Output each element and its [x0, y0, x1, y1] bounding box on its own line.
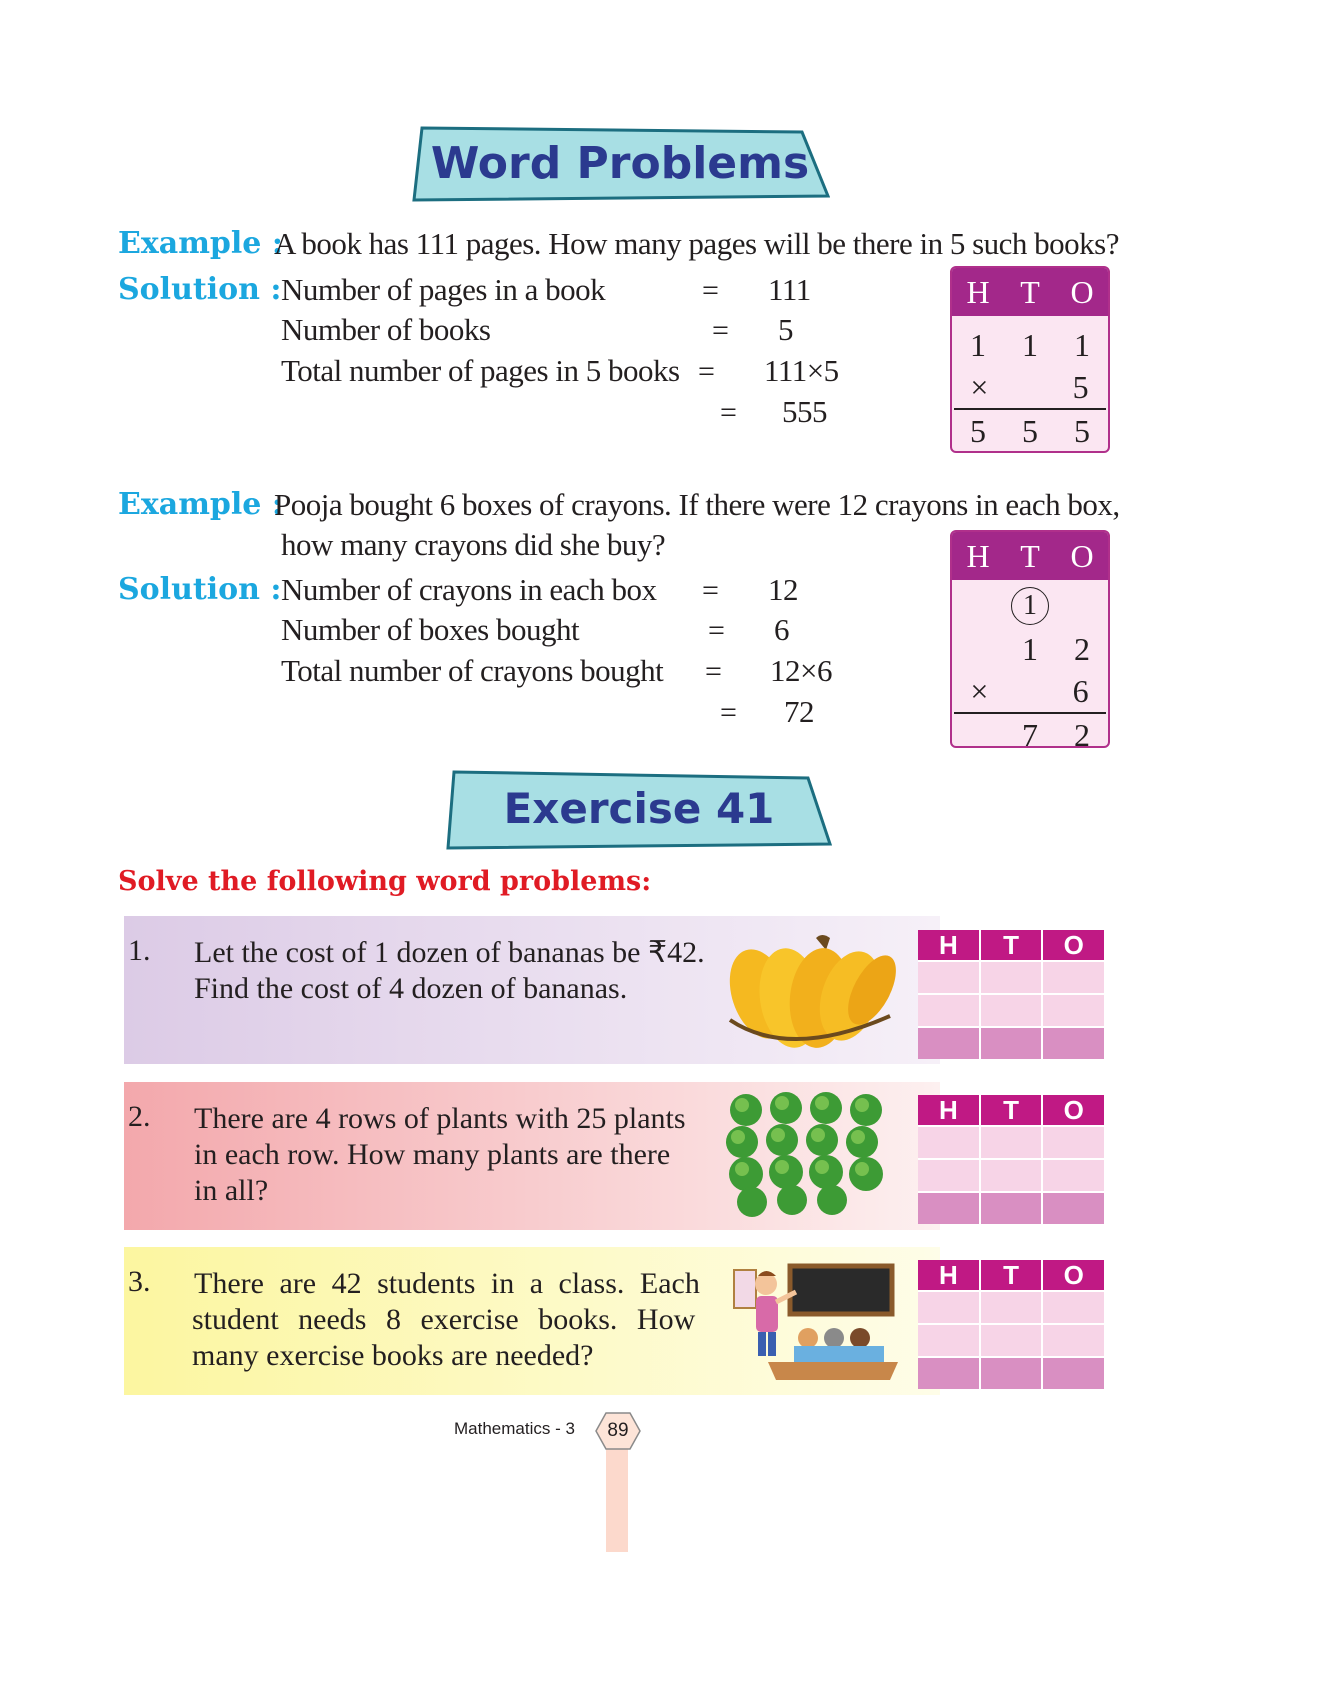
example1-question: A book has 111 pages. How many pages will be there in 5 such books? [274, 226, 1119, 261]
exercise-banner [446, 770, 832, 850]
instruction-text: Solve the following word problems: [118, 866, 652, 897]
grid-answer-row[interactable] [918, 1191, 1104, 1224]
sol1-line3-eq: = [698, 355, 715, 388]
hto-h: H [966, 274, 990, 310]
hto-result: 5 5 5 [970, 413, 1090, 449]
grid-header: H T O [918, 1095, 1104, 1125]
sol1-line1-text: Number of pages in a book [281, 272, 606, 307]
grid-row[interactable] [918, 1290, 1104, 1323]
question-1-line2: Find the cost of 4 dozen of bananas. [194, 972, 628, 1005]
hto-row1: 1 1 1 [970, 327, 1090, 363]
sol2-line3-eq: = [705, 655, 722, 688]
hto-t: T [1020, 274, 1040, 310]
question-3-line3: many exercise books are needed? [192, 1339, 594, 1372]
question-1-number: 1. [128, 934, 151, 967]
hto-row2: × 6 [954, 670, 1106, 714]
sol2-line1-eq: = [702, 574, 719, 607]
question-2-line1: There are 4 rows of plants with 25 plants [194, 1102, 686, 1135]
question-3-line1: There are 42 students in a class. Each [194, 1267, 700, 1300]
page-number: 89 [607, 1420, 629, 1441]
footer-page-strip [606, 1448, 628, 1552]
sol1-line1-eq: = [702, 274, 719, 307]
bananas-image [720, 928, 896, 1056]
sol1-line3-text: Total number of pages in 5 books [281, 353, 680, 388]
grid-row[interactable] [918, 993, 1104, 1026]
sol2-line2-eq: = [708, 614, 725, 647]
example2-label: Example : [118, 487, 283, 522]
question-3-line2: student needs 8 exercise books. How [192, 1303, 696, 1336]
sol1-line2-value: 5 [778, 312, 793, 347]
grid-answer-row[interactable] [918, 1026, 1104, 1059]
hto-row2: × 5 [954, 366, 1106, 410]
sol2-line2-value: 6 [774, 612, 789, 647]
sol2-line3-text: Total number of crayons bought [281, 653, 664, 688]
sol2-line2-text: Number of boxes bought [281, 612, 580, 647]
trees-image [722, 1088, 888, 1222]
hto-row1: 1 2 [1022, 631, 1090, 667]
hto-o: O [1070, 274, 1094, 310]
hto-carry-row [952, 582, 1108, 628]
question-3-number: 3. [128, 1265, 151, 1298]
classroom-image [728, 1258, 900, 1388]
grid-answer-row[interactable] [918, 1356, 1104, 1389]
sol1-line3-value: 111×5 [764, 353, 839, 388]
sol2-line1-value: 12 [768, 572, 798, 607]
answer-grid-2 [918, 1095, 1104, 1224]
question-2-line2: in each row. How many plants are there [194, 1138, 671, 1171]
hto-header [952, 268, 1108, 316]
example2-question-line2: how many crayons did she buy? [281, 527, 666, 562]
sol2-line4-eq: = [720, 696, 737, 729]
exercise-title: Exercise 41 [503, 784, 775, 833]
answer-grid-3 [918, 1260, 1104, 1389]
sol2-line1-text: Number of crayons in each box [281, 572, 657, 607]
grid-row[interactable] [918, 960, 1104, 993]
question-2-line3: in all? [194, 1174, 269, 1207]
hto-header: H T O [952, 532, 1108, 580]
grid-row[interactable] [918, 1125, 1104, 1158]
word-problems-banner [410, 126, 830, 202]
sol1-line1-value: 111 [768, 272, 811, 307]
sol1-line4-eq: = [720, 396, 737, 429]
question-1-line1: Let the cost of 1 dozen of bananas be ₹42. [194, 936, 705, 969]
sol1-line4-value: 555 [782, 394, 827, 429]
question-2-number: 2. [128, 1100, 151, 1133]
grid-header: H T O [918, 930, 1104, 960]
solution2-label: Solution : [118, 572, 282, 607]
grid-header: H T O [918, 1260, 1104, 1290]
sol2-line3-value: 12×6 [770, 653, 832, 688]
sol2-line4-value: 72 [784, 694, 814, 729]
carry-circle: 1 [1011, 587, 1049, 625]
sol1-line2-text: Number of books [281, 312, 491, 347]
example2-question-line1: Pooja bought 6 boxes of crayons. If there were 12 crayons in each box, [274, 487, 1120, 522]
footer-book-title: Mathematics - 3 [454, 1419, 575, 1438]
grid-row[interactable] [918, 1158, 1104, 1191]
word-problems-title: Word Problems [430, 138, 810, 189]
example1-label: Example : [118, 226, 283, 261]
solution1-label: Solution : [118, 272, 282, 307]
sol1-line2-eq: = [712, 314, 729, 347]
answer-grid-1 [918, 930, 1104, 1059]
hto-box-example1 [950, 266, 1110, 453]
grid-row[interactable] [918, 1323, 1104, 1356]
hto-result: 7 2 [1022, 717, 1090, 748]
hto-box-example2 [950, 530, 1110, 748]
